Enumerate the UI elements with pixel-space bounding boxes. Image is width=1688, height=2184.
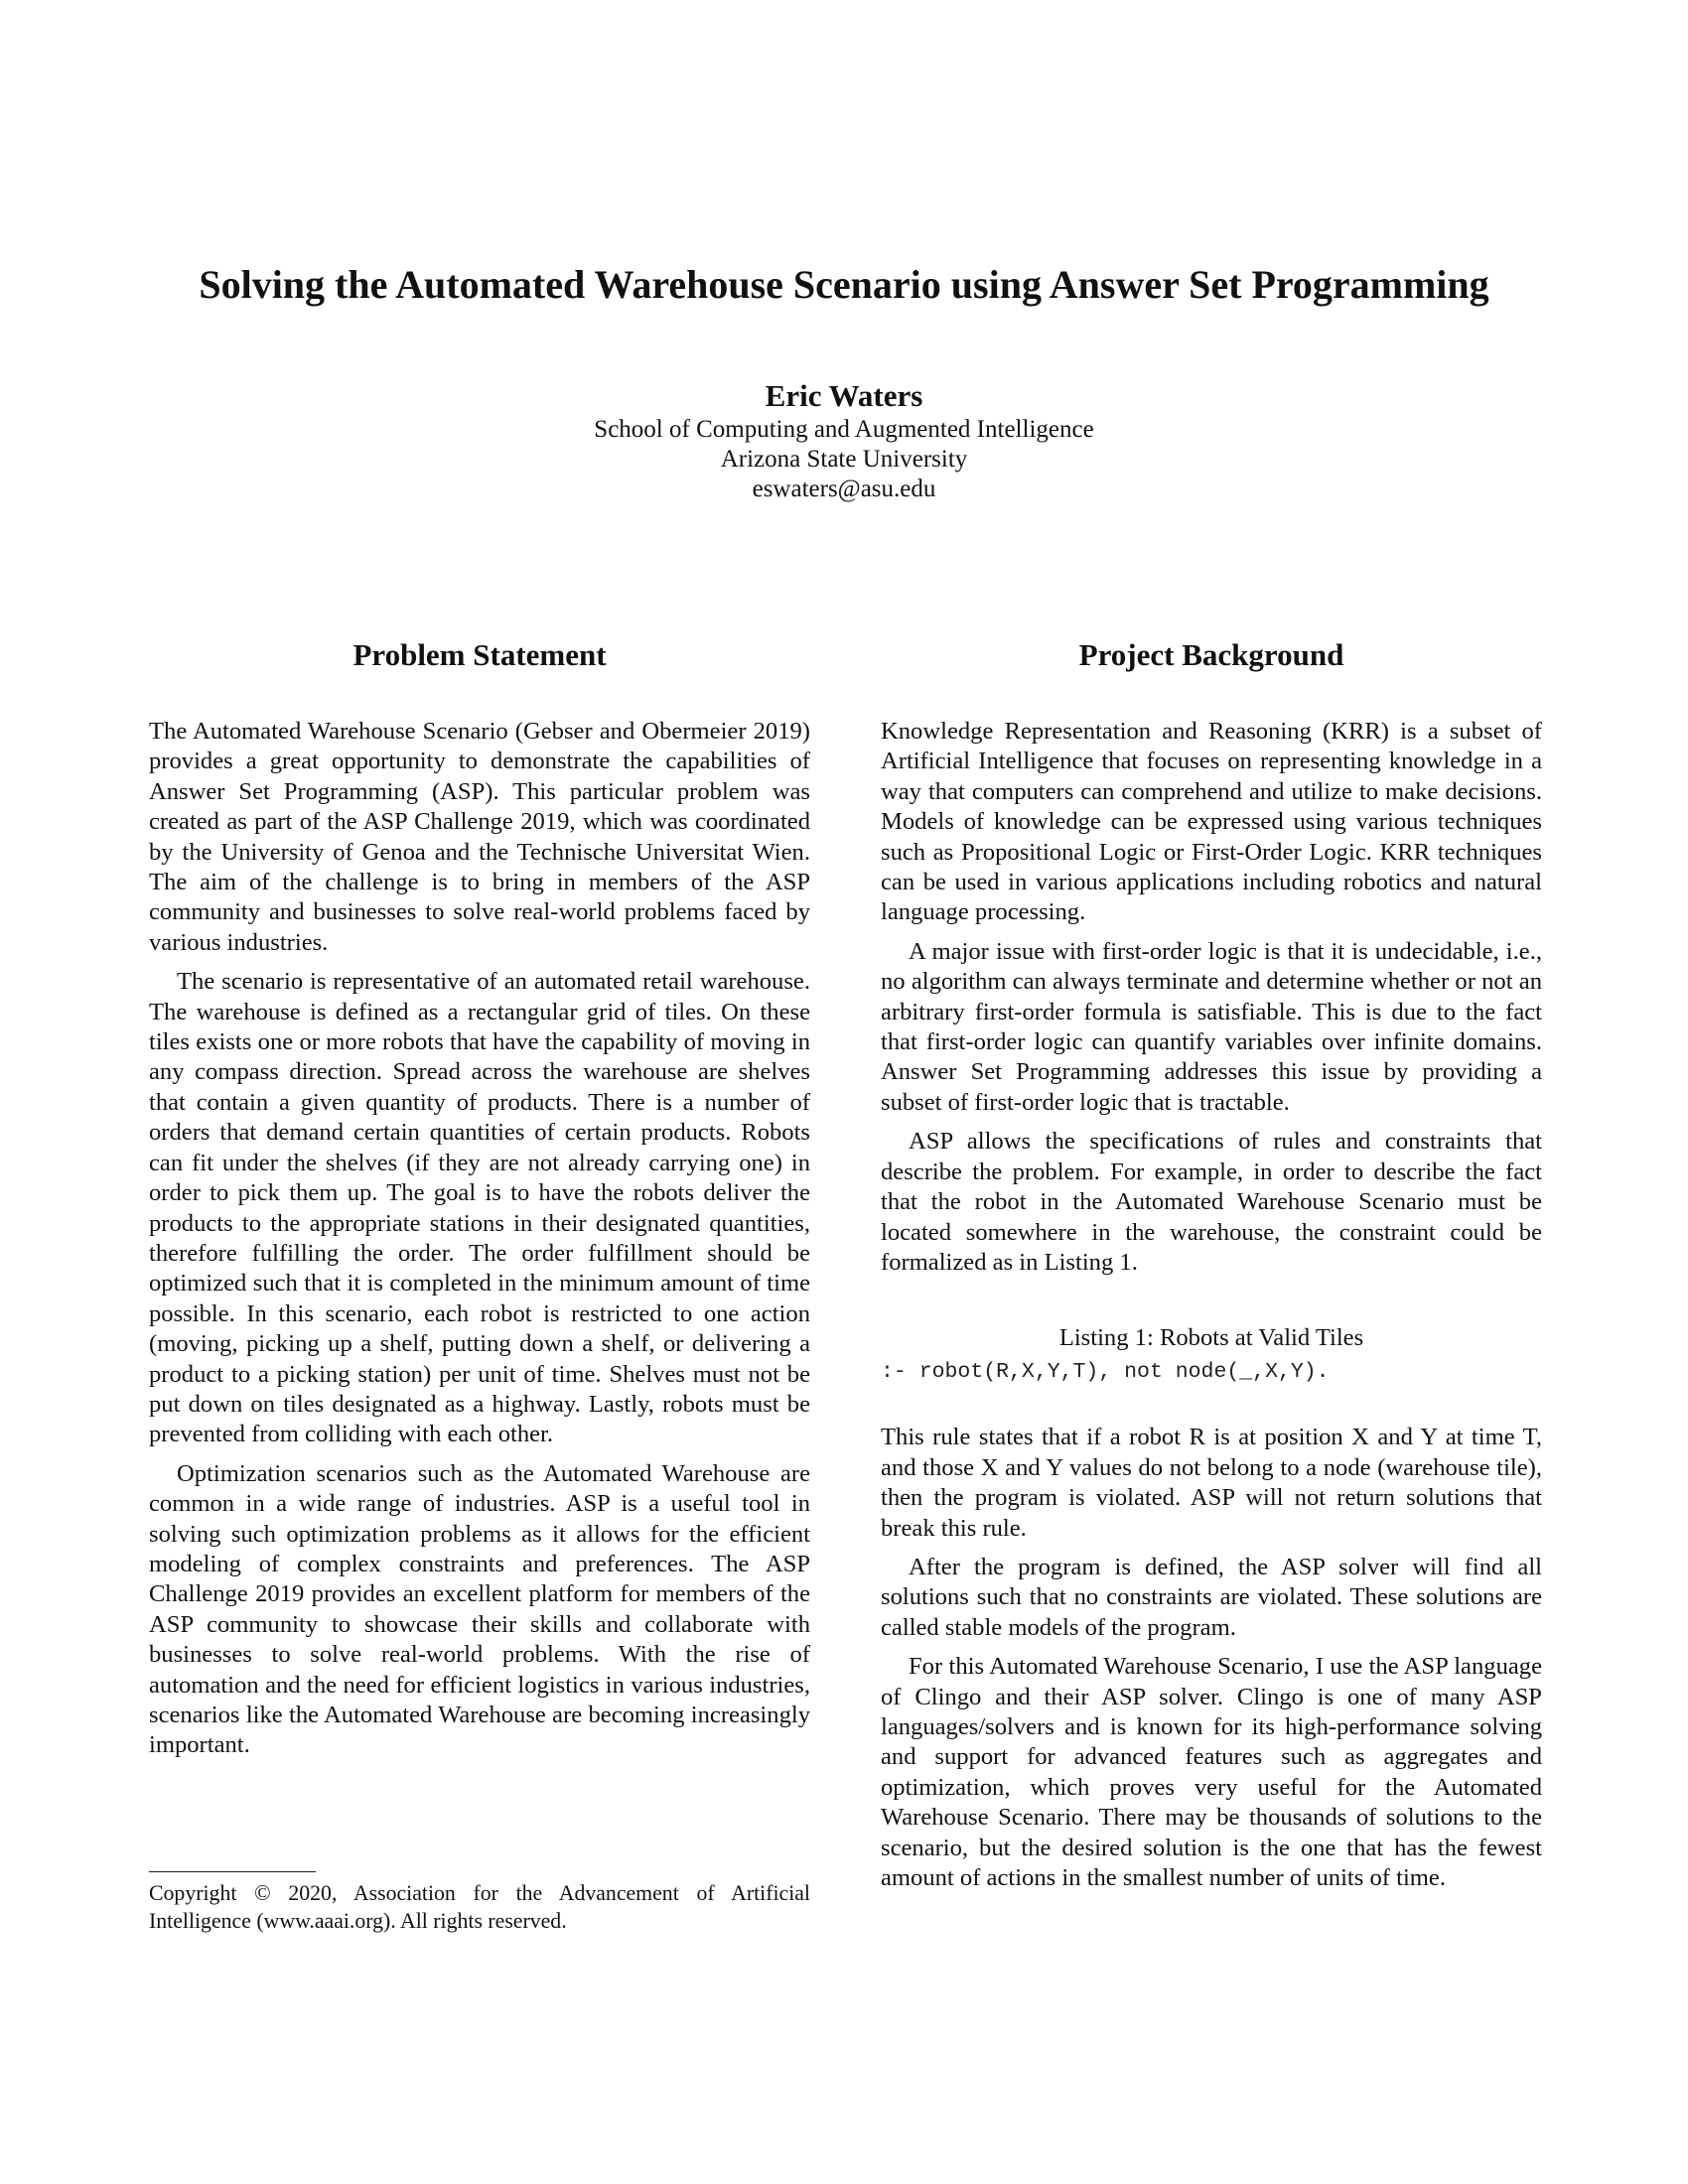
author-block: [0, 377, 1688, 504]
listing-caption: Listing 1: Robots at Valid Tiles: [1058, 1324, 1364, 1352]
author-affiliation-school: School of Computing and Augmented Intelligence: [594, 416, 1094, 443]
paragraph: ASP allows the specifications of rules and constraints that describe the problem. For example, in order to describe the fact that the robot in the Automated Warehouse Scenario must be located somewhere in the warehouse, the constraint could be formalized as in Listing 1.: [881, 1128, 1542, 1276]
author-affiliation-university: Arizona State University: [720, 446, 968, 473]
paragraph: This rule states that if a robot R is at position X and Y at time T, and those X and Y values do not belong to a node (warehouse tile), then the program is violated. ASP will not return solutions that break this rule.: [881, 1424, 1542, 1542]
section-heading-project-background: Project Background: [1078, 637, 1344, 672]
copyright-footnote: Copyright © 2020, Association for the Advancement of Artificial Intelligence (www.aaai.org). All rights reserved.: [149, 1881, 810, 1933]
right-column: [881, 635, 1542, 1902]
footnote-rule: [149, 1871, 316, 1872]
paragraph: The Automated Warehouse Scenario (Gebser and Obermeier 2019) provides a great opportunity to demonstrate the capabilities of Answer Set Programming (ASP). This particular problem was created as part of the ASP Challenge 2019, which was coordinated by the University of Genoa and the Technische Universitat Wien. The aim of the challenge is to bring in members of the ASP community and businesses to solve real-world problems faced by various industries.: [149, 718, 810, 956]
paragraph: After the program is defined, the ASP solver will find all solutions such that no constraints are violated. These solutions are called stable models of the program.: [881, 1553, 1542, 1641]
author-email: eswaters@asu.edu: [752, 476, 936, 502]
paragraph: A major issue with first-order logic is that it is undecidable, i.e., no algorithm can always terminate and determine whether or not an arbitrary first-order formula is satisfiable. This is due to the fact that first-order logic can quantify variables over infinite domains. Answer Set Programming addresses this issue by providing a subset of first-order logic that is tractable.: [881, 937, 1542, 1116]
paragraph: Optimization scenarios such as the Automated Warehouse are common in a wide range of industries. ASP is a useful tool in solving such optimization problems as it allows for the efficient modeling of complex constraints and preferences. The ASP Challenge 2019 provides an excellent platform for members of the ASP community to showcase their skills and collaborate with businesses to solve real-world problems. With the rise of automation and the need for efficient logistics in various industries, scenarios like the Automated Warehouse are becoming increasingly important.: [149, 1459, 810, 1759]
paragraph: The scenario is representative of an automated retail warehouse. The warehouse is defined as a rectangular grid of tiles. On these tiles exists one or more robots that have the capability of moving in any compass direction. Spread across the warehouse are shelves that contain a given quantity of products. There is a number of orders that demand certain quantities of certain products. Robots can fit under the shelves (if they are not already carrying one) in order to pick them up. The goal is to have the robots deliver the products to the appropriate stations in their designated quantities, therefore fulfilling the order. The order fulfillment should be optimized such that it is completed in the minimum amount of time possible. In this scenario, each robot is restricted to one action (moving, picking up a shelf, putting down a shelf, or delivering a product to a picking station) per unit of time. Shelves must not be put down on tiles designated as a highway. Lastly, robots must be prevented from colliding with each other.: [149, 968, 810, 1448]
section-heading-problem-statement: Problem Statement: [352, 637, 607, 672]
paragraph: Knowledge Representation and Reasoning (KRR) is a subset of Artificial Intelligence that focuses on representing knowledge in a way that computers can comprehend and utilize to make decisions. Models of knowledge can be expressed using various techniques such as Propositional Logic or First-Order Logic. KRR techniques can be used in various applications including robotics and natural language processing.: [881, 718, 1542, 926]
code-listing: :- robot(R,X,Y,T), not node(_,X,Y).: [881, 1360, 1330, 1385]
left-column: [149, 635, 810, 1770]
paragraph: For this Automated Warehouse Scenario, I use the ASP language of Clingo and their ASP solver. Clingo is one of many ASP languages/solvers and is known for its high-performance solving and support for advanced features such as aggregates and optimization, which proves very useful for the Automated Warehouse Scenario. There may be thousands of solutions to the scenario, but the desired solution is the one that has the fewest amount of actions in the smallest number of units of time.: [881, 1653, 1542, 1891]
paper-title: Solving the Automated Warehouse Scenario using Answer Set Programming: [199, 262, 1489, 307]
author-name: Eric Waters: [765, 378, 923, 413]
